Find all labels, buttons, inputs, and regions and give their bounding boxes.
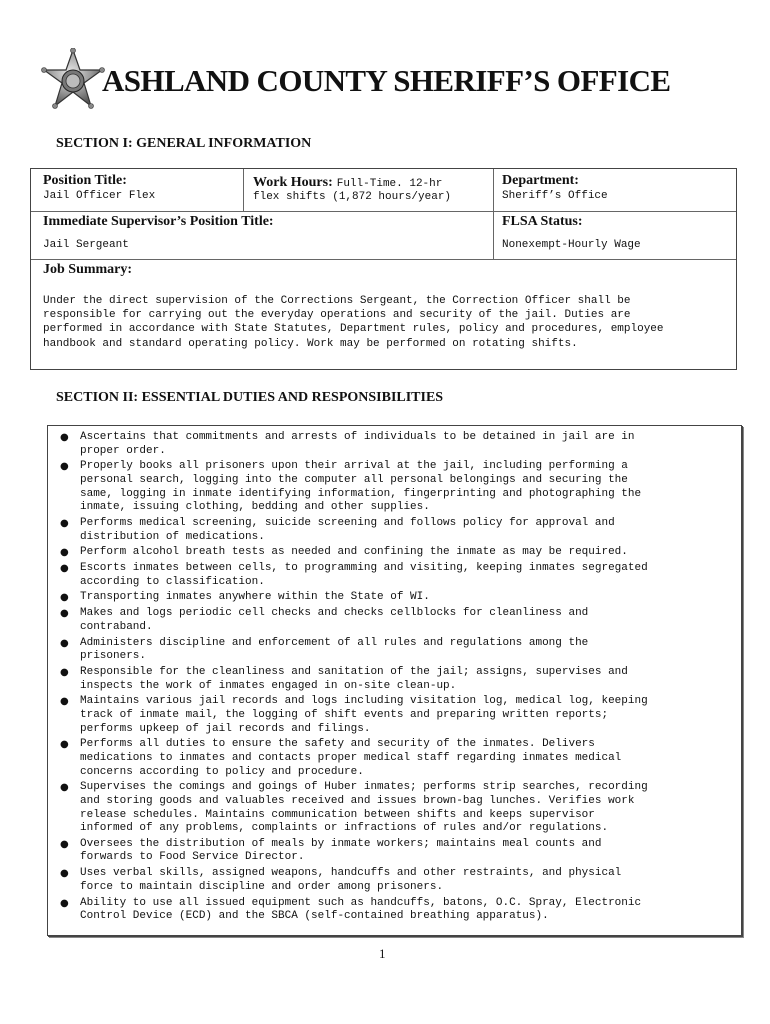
duties-list xyxy=(48,431,738,926)
bullet-icon: ● xyxy=(60,517,69,529)
duty-item xyxy=(48,517,738,544)
duty-line: inmate, issuing clothing, bedding and other supplies. xyxy=(80,501,430,514)
position-title-cell xyxy=(43,173,155,202)
bullet-icon: ● xyxy=(60,563,69,575)
duty-item xyxy=(48,637,738,664)
flsa-label: FLSA Status: xyxy=(502,214,583,229)
duty-item xyxy=(48,562,738,589)
job-summary-line: responsible for carrying out the everyday operations and security of the jail. Duties are xyxy=(43,309,631,322)
duty-line: proper order. xyxy=(80,444,166,457)
department-value: Sheriff’s Office xyxy=(502,190,608,202)
duty-line: Control Device (ECD) and the SBCA (self-contained breathing apparatus). xyxy=(80,910,549,923)
duty-line: Properly books all prisoners upon their arrival at the jail, including performing a xyxy=(80,460,628,473)
position-title-label: Position Title: xyxy=(43,173,127,188)
duty-item xyxy=(48,460,738,514)
document-header xyxy=(40,48,740,118)
duty-line: release schedules. Maintains communication between shifts and keeps supervisor xyxy=(80,808,595,821)
bullet-icon: ● xyxy=(60,432,69,443)
bullet-icon: ● xyxy=(60,592,69,604)
job-summary-line: Under the direct supervision of the Corrections Sergeant, the Correction Officer shall be xyxy=(43,295,631,307)
job-summary-line: performed in accordance with State Statutes, Department rules, policy and procedures, employee xyxy=(43,323,664,336)
flsa-cell xyxy=(502,214,641,251)
bullet-icon: ● xyxy=(60,838,69,850)
duty-line: Maintains various jail records and logs including visitation log, medical log, keeping xyxy=(80,695,648,708)
duty-line: Ascertains that commitments and arrests of individuals to be detained in jail are in xyxy=(80,431,635,443)
duty-line: Performs medical screening, suicide screening and follows policy for approval and xyxy=(80,516,615,529)
page-number: 1 xyxy=(379,946,386,961)
duty-line: Performs all duties to ensure the safety and security of the inmates. Delivers xyxy=(80,738,595,751)
duty-line: Transporting inmates anywhere within the State of WI. xyxy=(80,591,430,604)
duty-line: same, logging in inmate identifying information, fingerprinting and photographing the xyxy=(80,487,642,500)
bullet-icon: ● xyxy=(60,868,69,880)
sheriff-star-icon xyxy=(40,48,106,114)
duty-line: according to classification. xyxy=(80,575,265,588)
duty-line: force to maintain discipline and order among prisoners. xyxy=(80,880,444,893)
org-title: ASHLAND COUNTY SHERIFF’S OFFICE xyxy=(102,63,671,98)
duty-line: inspects the work of inmates engaged in on-site clean-up. xyxy=(80,679,457,692)
supervisor-label: Immediate Supervisor’s Position Title: xyxy=(43,214,274,229)
duty-line: Supervises the comings and goings of Huber inmates; performs strip searches, recording xyxy=(80,781,648,794)
section-2-heading: SECTION II: ESSENTIAL DUTIES AND RESPONSIBILITIES xyxy=(56,390,444,405)
duty-line: performs upkeep of jail records and filings. xyxy=(80,722,371,735)
bullet-icon: ● xyxy=(60,608,69,620)
bullet-icon: ● xyxy=(60,782,69,794)
duty-line: Perform alcohol breath tests as needed and confining the inmate as may be required. xyxy=(80,546,628,559)
duty-item xyxy=(48,431,738,458)
duty-line: contraband. xyxy=(80,620,153,633)
bullet-icon: ● xyxy=(60,897,69,909)
duty-item xyxy=(48,607,738,634)
duty-item xyxy=(48,838,738,865)
duty-line: forwards to Food Service Director. xyxy=(80,851,305,864)
bullet-icon: ● xyxy=(60,696,69,708)
duty-line: track of inmate mail, the logging of shift events and preparing written reports; xyxy=(80,708,609,721)
duty-line: Makes and logs periodic cell checks and checks cellblocks for cleanliness and xyxy=(80,607,589,620)
department-cell xyxy=(502,173,608,202)
work-hours-value-line1: Full-Time. 12-hr xyxy=(336,178,443,190)
duty-line: informed of any problems, complaints or infractions of rules and/or regulations. xyxy=(80,822,609,835)
flsa-value: Nonexempt-Hourly Wage xyxy=(502,239,641,251)
duty-item xyxy=(48,666,738,693)
bullet-icon: ● xyxy=(60,547,69,559)
bullet-icon: ● xyxy=(60,667,69,678)
job-summary-text xyxy=(43,294,733,351)
duty-item xyxy=(48,781,738,835)
duty-line: Ability to use all issued equipment such as handcuffs, batons, O.C. Spray, Electronic xyxy=(80,896,642,909)
duty-line: prisoners. xyxy=(80,650,147,663)
duty-line: Oversees the distribution of meals by inmate workers; maintains meal counts and xyxy=(80,837,602,850)
duties-box xyxy=(47,425,742,936)
duty-item xyxy=(48,591,738,605)
duty-line: Escorts inmates between cells, to programming and visiting, keeping inmates segregated xyxy=(80,562,648,575)
supervisor-cell xyxy=(43,214,274,251)
department-label: Department: xyxy=(502,173,579,188)
bullet-icon: ● xyxy=(60,739,69,751)
duty-line: concerns according to policy and procedure. xyxy=(80,765,364,778)
bullet-icon: ● xyxy=(60,637,69,649)
job-summary-cell xyxy=(43,262,132,278)
duty-item xyxy=(48,695,738,736)
supervisor-value: Jail Sergeant xyxy=(43,239,129,251)
duty-item xyxy=(48,897,738,924)
duty-line: distribution of medications. xyxy=(80,530,265,543)
duty-line: personal search, logging into the computer all personal belongings and securing the xyxy=(80,473,628,486)
work-hours-cell xyxy=(253,173,451,203)
bullet-icon: ● xyxy=(60,461,69,473)
duty-line: Uses verbal skills, assigned weapons, handcuffs and other restraints, and physical xyxy=(80,867,622,880)
job-summary-line: handbook and standard operating policy. Work may be performed on rotating shifts. xyxy=(43,337,578,350)
duty-item xyxy=(48,546,738,560)
duty-line: medications to inmates and contacts proper medical staff regarding inmates medical xyxy=(80,751,622,764)
duty-line: Responsible for the cleanliness and sanitation of the jail; assigns, supervises and xyxy=(80,666,628,678)
work-hours-value-line2: flex shifts (1,872 hours/year) xyxy=(253,191,452,203)
duty-line: and storing goods and valuables received and issues brown-bag lunches. Verifies work xyxy=(80,794,635,807)
work-hours-label: Work Hours: xyxy=(253,175,333,190)
duty-item xyxy=(48,738,738,779)
general-info-table xyxy=(30,168,737,370)
job-summary-label: Job Summary: xyxy=(43,262,133,277)
position-title-value: Jail Officer Flex xyxy=(43,190,156,202)
duty-line: Administers discipline and enforcement of all rules and regulations among the xyxy=(80,636,589,649)
section-1-heading: SECTION I: GENERAL INFORMATION xyxy=(56,136,312,151)
duty-item xyxy=(48,867,738,894)
